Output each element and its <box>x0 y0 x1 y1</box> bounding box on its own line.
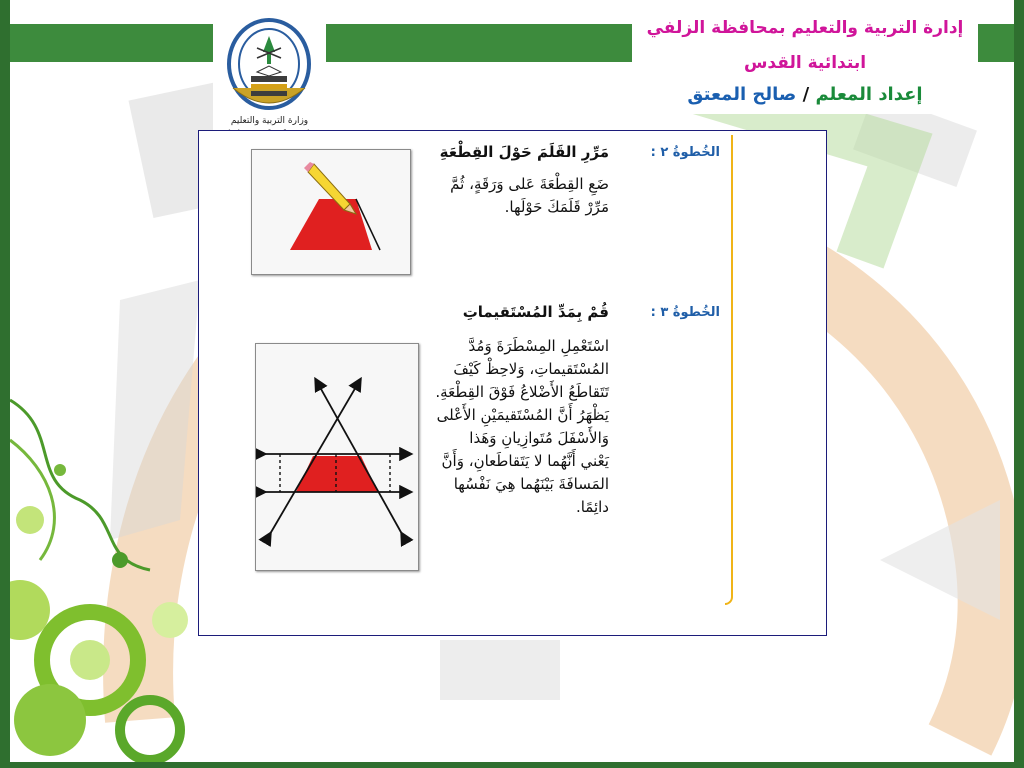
left-border <box>0 0 10 768</box>
school-header <box>632 14 978 114</box>
step-3-line: يَعْني أَنَّهُما لا يَتَقاطَعانِ، وَأَنَّ <box>441 452 609 470</box>
step-3-line: المُسْتَقيماتِ، وَلاحِظْ كَيْفَ <box>453 360 609 378</box>
step-3-text <box>409 335 609 519</box>
header-teacher-name: صالح المعتق <box>687 84 797 105</box>
step-3-line: دائِمًا. <box>575 498 609 516</box>
step-2-line: مَرِّرْ قَلَمَكَ حَوْلَها. <box>504 198 609 216</box>
yellow-margin-bracket <box>725 135 733 605</box>
step-2-line: ضَعِ القِطْعَةَ عَلى وَرَقَةٍ، ثُمَّ <box>450 175 609 193</box>
step-3-line: المَسافَةَ بَيْنَهُما هِيَ نَفْسُها <box>453 475 609 493</box>
step-3-label: الخُطوةُ ٣ : <box>650 305 720 320</box>
header-teacher <box>632 84 978 105</box>
step-2-label: الخُطوةُ ٢ : <box>650 145 720 160</box>
step-3-line: تَتَقاطَعُ الأَضْلاعُ فَوْقَ القِطْعَةِ. <box>435 383 609 401</box>
right-border <box>1014 0 1024 768</box>
ministry-emblem-icon <box>213 18 326 118</box>
red-trapezoid <box>296 456 378 492</box>
header-separator: / <box>802 84 810 105</box>
step-3-line: وَالأَسْفَلَ مُتَوازِيانِ وَهَذا <box>469 429 609 447</box>
header-directorate: إدارة التربية والتعليم بمحافظة الزلفي <box>646 18 964 38</box>
logo-arabic-text: وزارة التربية والتعليم <box>230 116 309 126</box>
step-3-line: اسْتَعْمِلِ المِسْطَرَةَ وَمُدَّ <box>468 337 609 355</box>
ministry-logo <box>213 18 326 142</box>
step-2-text <box>417 173 609 219</box>
header-school: ابتدائية القدس <box>743 53 867 73</box>
step-3-illustration <box>255 343 419 571</box>
step-2-title: مَرِّرِ القَلَمَ حَوْلَ القِطْعَةِ <box>439 143 609 161</box>
bottom-border <box>0 762 1024 768</box>
step-2-illustration <box>251 149 411 275</box>
textbook-page <box>198 130 827 636</box>
step-3-line: يَظْهَرُ أَنَّ المُسْتَقيمَيْنِ الأَعْلى <box>436 406 609 424</box>
step-3-title: قُمْ بِمَدِّ المُسْتَقيماتِ <box>462 303 609 321</box>
header-teacher-role: إعداد المعلم <box>815 84 923 105</box>
